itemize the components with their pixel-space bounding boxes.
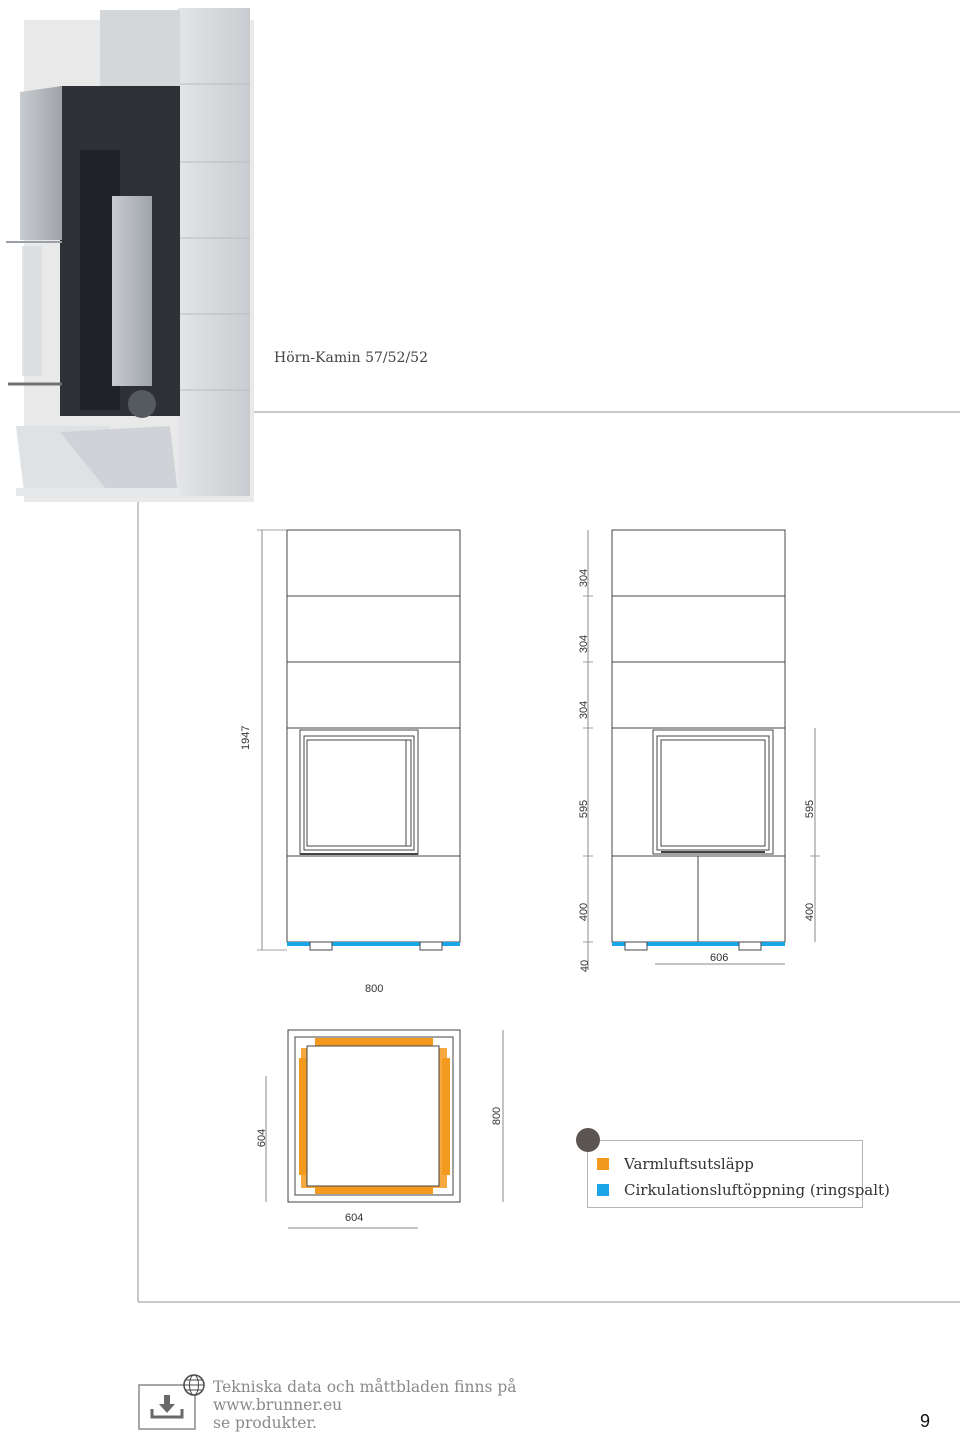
front-view-drawing (240, 520, 480, 970)
legend-label-warm-air: Varmluftsutsläpp (624, 1155, 754, 1173)
dim-top-depth: 604 (256, 1128, 269, 1148)
legend-swatch-circulation (597, 1184, 609, 1196)
footer-note (213, 1378, 517, 1432)
dim-side-304-a: 304 (578, 568, 591, 588)
dim-front-width: 800 (365, 983, 384, 995)
dim-side-304-c: 304 (578, 700, 591, 720)
footer-link-url[interactable]: www.brunner.eu (213, 1396, 343, 1414)
globe-icon (182, 1373, 206, 1397)
dim-side-400: 400 (578, 902, 591, 922)
dim-side-595: 595 (578, 799, 591, 819)
dim-right-595: 595 (804, 799, 817, 819)
dim-top-width: 604 (345, 1212, 364, 1224)
product-title: Hörn-Kamin 57/52/52 (274, 350, 428, 366)
legend-bullet (576, 1128, 600, 1152)
top-view-drawing (255, 1020, 515, 1235)
page-number: 9 (920, 1411, 931, 1431)
dim-base-width: 606 (710, 952, 729, 964)
footer-line-3: se produkter. (213, 1414, 318, 1432)
dim-total-height: 1947 (240, 725, 252, 750)
dim-side-40: 40 (579, 959, 592, 973)
footer-line-1: Tekniska data och måttbladen finns på (213, 1378, 517, 1396)
side-view-drawing (565, 520, 825, 973)
dim-side-304-b: 304 (578, 634, 591, 654)
legend-swatch-warm-air (597, 1158, 609, 1170)
legend-label-circulation: Cirkulationsluftöppning (ringspalt) (624, 1181, 890, 1199)
dim-top-height: 800 (491, 1106, 504, 1126)
product-render (0, 0, 260, 510)
dim-right-400: 400 (804, 902, 817, 922)
